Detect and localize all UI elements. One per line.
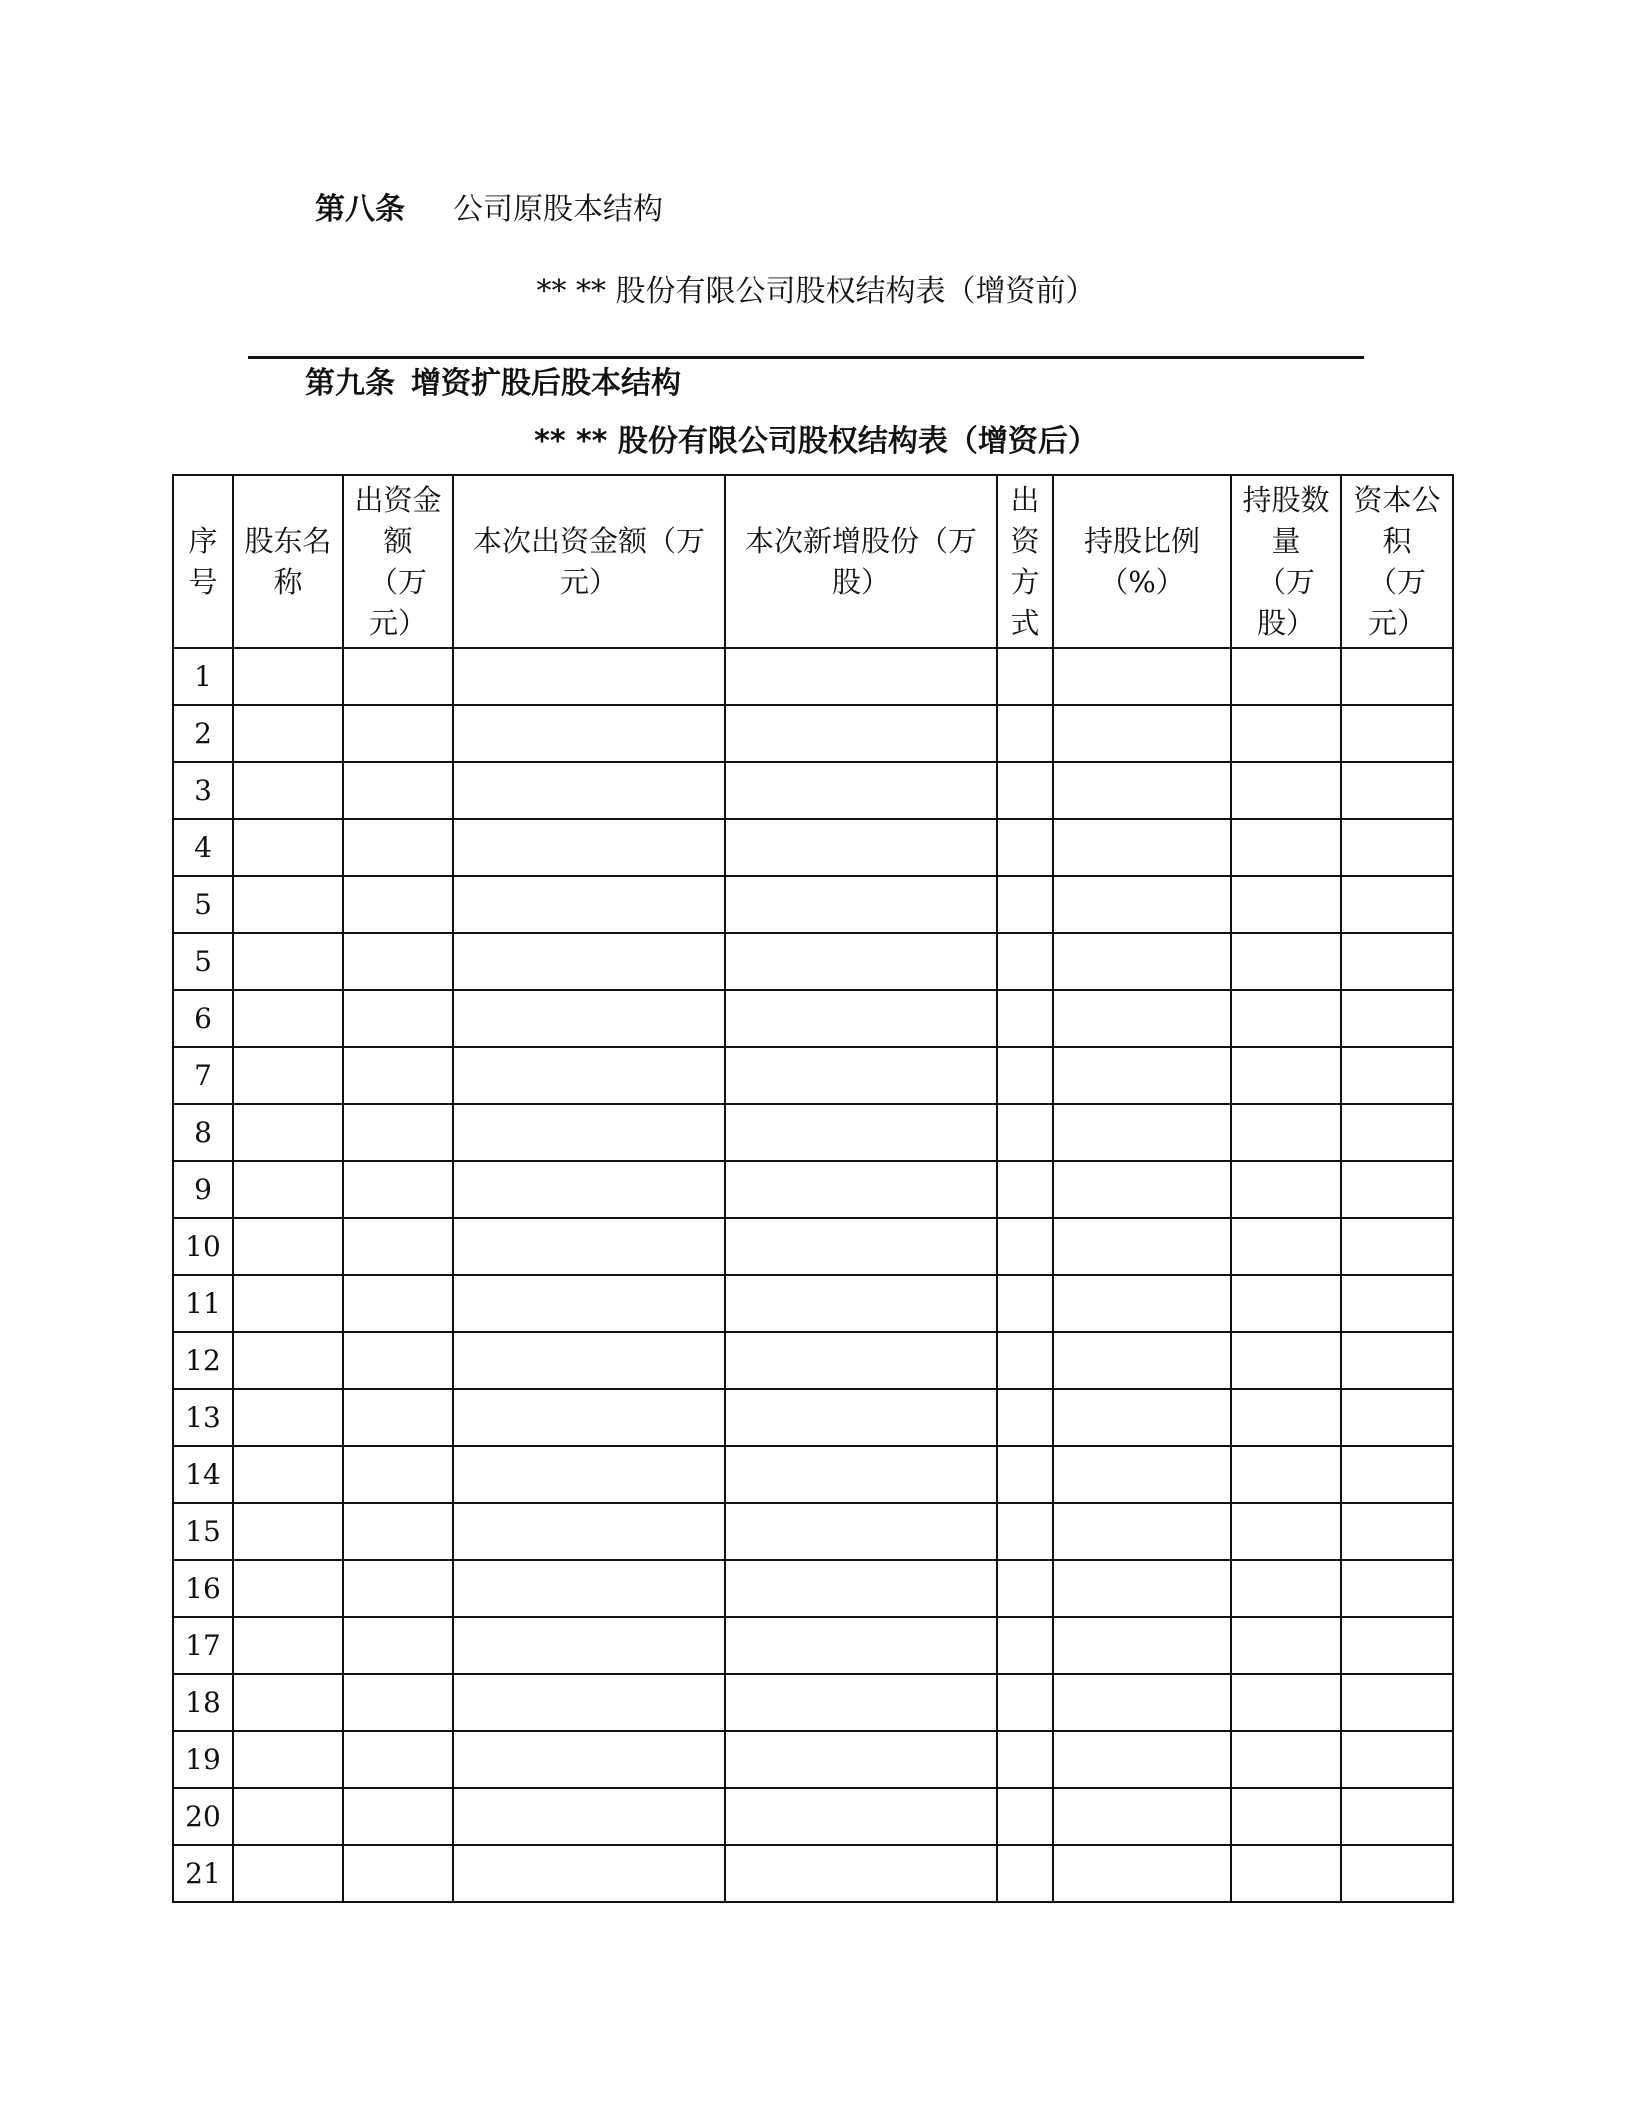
- table-cell: [343, 1788, 453, 1845]
- table-cell: [233, 1161, 343, 1218]
- article-9-title: 增资扩股后股本结构: [411, 366, 681, 401]
- table-row: [173, 648, 1453, 705]
- table-body: [173, 648, 1453, 1902]
- table-cell: [725, 1161, 997, 1218]
- table-cell: [1341, 1788, 1453, 1845]
- table-cell: [233, 1446, 343, 1503]
- row-number-cell: 21: [173, 1845, 233, 1902]
- article-8-heading: [315, 190, 663, 230]
- table-cell: [1053, 1560, 1231, 1617]
- table-cell: [343, 1674, 453, 1731]
- row-number-cell: 10: [173, 1218, 233, 1275]
- table-cell: [343, 1503, 453, 1560]
- table-cell: [453, 1788, 725, 1845]
- table-cell: [1231, 1389, 1341, 1446]
- table-cell: [343, 1275, 453, 1332]
- table-cell: [1053, 648, 1231, 705]
- table-cell: [997, 762, 1053, 819]
- table-cell: [343, 1617, 453, 1674]
- table-cell: [233, 1560, 343, 1617]
- article-8-title: 公司原股本结构: [453, 192, 663, 227]
- article-9-number: 第九条: [305, 366, 395, 401]
- table-cell: [725, 876, 997, 933]
- table-cell: [343, 705, 453, 762]
- table-cell: [343, 876, 453, 933]
- table-cell: [233, 1275, 343, 1332]
- table-cell: [1053, 1161, 1231, 1218]
- col-shareholder-name-header: 股东名 称: [233, 475, 343, 648]
- row-number-cell: 20: [173, 1788, 233, 1845]
- table-cell: [1053, 1617, 1231, 1674]
- table-cell: [997, 876, 1053, 933]
- table-cell: [343, 1845, 453, 1902]
- row-number-cell: 17: [173, 1617, 233, 1674]
- col-shareholding-ratio-header: 持股比例 （%）: [1053, 475, 1231, 648]
- table-cell: [997, 1104, 1053, 1161]
- table-cell: [1053, 1845, 1231, 1902]
- table-cell: [725, 1731, 997, 1788]
- equity-structure-table-wrapper: [172, 474, 1454, 1903]
- table-cell: [233, 876, 343, 933]
- article-9-heading: [305, 364, 681, 404]
- table-row: [173, 1674, 1453, 1731]
- table-cell: [1341, 1560, 1453, 1617]
- row-number-cell: 5: [173, 933, 233, 990]
- table-cell: [1053, 1674, 1231, 1731]
- table-cell: [233, 933, 343, 990]
- table-cell: [1341, 1731, 1453, 1788]
- table-cell: [233, 1788, 343, 1845]
- table-cell: [233, 1104, 343, 1161]
- table-cell: [233, 819, 343, 876]
- table-row: [173, 1218, 1453, 1275]
- row-number-cell: 3: [173, 762, 233, 819]
- col-seq-header: 序 号: [173, 475, 233, 648]
- table-cell: [1341, 876, 1453, 933]
- table-row: [173, 1446, 1453, 1503]
- table-cell: [1053, 1104, 1231, 1161]
- table-cell: [343, 819, 453, 876]
- table-cell: [1231, 819, 1341, 876]
- table-cell: [1341, 1161, 1453, 1218]
- table-cell: [1341, 1446, 1453, 1503]
- table-cell: [725, 1332, 997, 1389]
- table-cell: [233, 1845, 343, 1902]
- table-cell: [1231, 648, 1341, 705]
- row-number-cell: 5: [173, 876, 233, 933]
- table-header-row: [173, 475, 1453, 648]
- table-row: [173, 876, 1453, 933]
- table-row: [173, 1332, 1453, 1389]
- table-cell: [343, 1446, 453, 1503]
- table-cell: [1053, 1389, 1231, 1446]
- table-row: [173, 1503, 1453, 1560]
- table-cell: [453, 876, 725, 933]
- table-cell: [1231, 1047, 1341, 1104]
- table-cell: [1053, 819, 1231, 876]
- article-8-number: 第八条: [315, 192, 405, 227]
- table-cell: [453, 1617, 725, 1674]
- horizontal-rule: [248, 356, 1364, 359]
- table-cell: [997, 1674, 1053, 1731]
- table-cell: [1053, 1332, 1231, 1389]
- table-cell: [997, 1332, 1053, 1389]
- table-row: [173, 705, 1453, 762]
- table-cell: [1341, 1218, 1453, 1275]
- table-cell: [725, 990, 997, 1047]
- table-cell: [1053, 1047, 1231, 1104]
- table-row: [173, 762, 1453, 819]
- row-number-cell: 11: [173, 1275, 233, 1332]
- table-cell: [1231, 1560, 1341, 1617]
- table-cell: [233, 1332, 343, 1389]
- table-cell: [1231, 705, 1341, 762]
- table-cell: [725, 1617, 997, 1674]
- table-cell: [997, 1446, 1053, 1503]
- table-row: [173, 1161, 1453, 1218]
- table-cell: [1231, 1446, 1341, 1503]
- table-cell: [725, 1275, 997, 1332]
- table-row: [173, 1560, 1453, 1617]
- table-cell: [343, 648, 453, 705]
- table-cell: [453, 1104, 725, 1161]
- table-cell: [453, 1446, 725, 1503]
- table-cell: [1053, 1218, 1231, 1275]
- table-cell: [1231, 1275, 1341, 1332]
- table-cell: [1053, 876, 1231, 933]
- table-cell: [343, 1389, 453, 1446]
- table-after-title: ** ** 股份有限公司股权结构表（增资后）: [534, 424, 1098, 459]
- table-cell: [725, 1446, 997, 1503]
- row-number-cell: 8: [173, 1104, 233, 1161]
- row-number-cell: 13: [173, 1389, 233, 1446]
- table-cell: [343, 1560, 453, 1617]
- table-cell: [343, 933, 453, 990]
- table-cell: [233, 1731, 343, 1788]
- equity-structure-table: [172, 474, 1454, 1903]
- table-cell: [453, 819, 725, 876]
- table-cell: [343, 1332, 453, 1389]
- table-cell: [453, 1503, 725, 1560]
- table-cell: [1231, 1674, 1341, 1731]
- row-number-cell: 9: [173, 1161, 233, 1218]
- table-cell: [343, 1218, 453, 1275]
- table-cell: [997, 1275, 1053, 1332]
- table-cell: [1341, 933, 1453, 990]
- table-cell: [725, 933, 997, 990]
- table-cell: [1053, 1731, 1231, 1788]
- table-row: [173, 933, 1453, 990]
- table-cell: [1053, 1788, 1231, 1845]
- table-cell: [725, 1047, 997, 1104]
- table-cell: [1231, 1104, 1341, 1161]
- table-cell: [453, 1275, 725, 1332]
- table-cell: [725, 1104, 997, 1161]
- table-cell: [1341, 1503, 1453, 1560]
- table-cell: [343, 762, 453, 819]
- table-cell: [453, 1674, 725, 1731]
- row-number-cell: 2: [173, 705, 233, 762]
- row-number-cell: 16: [173, 1560, 233, 1617]
- table-cell: [1231, 1218, 1341, 1275]
- table-cell: [1053, 762, 1231, 819]
- table-cell: [233, 1389, 343, 1446]
- table-cell: [453, 1731, 725, 1788]
- table-cell: [343, 1104, 453, 1161]
- table-cell: [997, 1560, 1053, 1617]
- col-current-contribution-header: 本次出资金额（万 元）: [453, 475, 725, 648]
- table-cell: [1341, 819, 1453, 876]
- table-cell: [1341, 1389, 1453, 1446]
- table-cell: [1231, 1503, 1341, 1560]
- table-cell: [1053, 990, 1231, 1047]
- col-capital-amount-header: 出资金 额 （万 元）: [343, 475, 453, 648]
- table-cell: [1231, 933, 1341, 990]
- table-cell: [233, 648, 343, 705]
- table-row: [173, 1845, 1453, 1902]
- table-cell: [233, 762, 343, 819]
- table-cell: [1341, 1332, 1453, 1389]
- col-contribution-method-header: 出 资 方 式: [997, 475, 1053, 648]
- col-new-shares-header: 本次新增股份（万 股）: [725, 475, 997, 648]
- table-cell: [453, 705, 725, 762]
- table-cell: [997, 819, 1053, 876]
- table-cell: [1231, 876, 1341, 933]
- table-row: [173, 1617, 1453, 1674]
- table-cell: [1341, 1617, 1453, 1674]
- table-cell: [343, 1731, 453, 1788]
- table-cell: [725, 1503, 997, 1560]
- table-cell: [1341, 1674, 1453, 1731]
- table-cell: [1053, 1446, 1231, 1503]
- table-cell: [343, 990, 453, 1047]
- table-cell: [1053, 1275, 1231, 1332]
- col-share-quantity-header: 持股数 量 （万 股）: [1231, 475, 1341, 648]
- table-cell: [1231, 1788, 1341, 1845]
- table-cell: [1231, 990, 1341, 1047]
- table-cell: [233, 1617, 343, 1674]
- table-cell: [725, 648, 997, 705]
- table-cell: [1341, 1047, 1453, 1104]
- table-cell: [1231, 1161, 1341, 1218]
- table-cell: [453, 1047, 725, 1104]
- table-cell: [725, 1788, 997, 1845]
- table-cell: [233, 1503, 343, 1560]
- table-cell: [343, 1047, 453, 1104]
- table-cell: [453, 648, 725, 705]
- table-cell: [1231, 1617, 1341, 1674]
- row-number-cell: 7: [173, 1047, 233, 1104]
- table-row: [173, 1731, 1453, 1788]
- table-cell: [997, 1845, 1053, 1902]
- table-cell: [725, 1845, 997, 1902]
- table-cell: [725, 762, 997, 819]
- table-cell: [233, 705, 343, 762]
- row-number-cell: 18: [173, 1674, 233, 1731]
- table-cell: [725, 1389, 997, 1446]
- row-number-cell: 12: [173, 1332, 233, 1389]
- table-cell: [233, 990, 343, 1047]
- table-cell: [997, 1218, 1053, 1275]
- table-cell: [997, 1389, 1053, 1446]
- table-row: [173, 1047, 1453, 1104]
- table-cell: [1341, 1275, 1453, 1332]
- table-cell: [1231, 1731, 1341, 1788]
- table-cell: [997, 990, 1053, 1047]
- table-cell: [1231, 1845, 1341, 1902]
- table-cell: [453, 990, 725, 1047]
- row-number-cell: 19: [173, 1731, 233, 1788]
- table-cell: [997, 1617, 1053, 1674]
- row-number-cell: 14: [173, 1446, 233, 1503]
- table-row: [173, 1275, 1453, 1332]
- table-cell: [1231, 762, 1341, 819]
- table-cell: [725, 819, 997, 876]
- table-row: [173, 1788, 1453, 1845]
- table-cell: [997, 1047, 1053, 1104]
- table-cell: [997, 705, 1053, 762]
- table-cell: [1341, 762, 1453, 819]
- table-row: [173, 1104, 1453, 1161]
- table-row: [173, 819, 1453, 876]
- row-number-cell: 6: [173, 990, 233, 1047]
- table-cell: [725, 705, 997, 762]
- table-cell: [343, 1161, 453, 1218]
- table-row: [173, 1389, 1453, 1446]
- table-cell: [453, 1389, 725, 1446]
- table-row: [173, 990, 1453, 1047]
- table-cell: [1341, 705, 1453, 762]
- col-capital-reserve-header: 资本公 积 （万 元）: [1341, 475, 1453, 648]
- table-cell: [997, 648, 1053, 705]
- row-number-cell: 1: [173, 648, 233, 705]
- table-cell: [997, 1161, 1053, 1218]
- table-cell: [453, 933, 725, 990]
- table-cell: [725, 1218, 997, 1275]
- table-cell: [233, 1047, 343, 1104]
- table-cell: [453, 762, 725, 819]
- table-cell: [997, 1788, 1053, 1845]
- row-number-cell: 15: [173, 1503, 233, 1560]
- row-number-cell: 4: [173, 819, 233, 876]
- table-cell: [997, 1503, 1053, 1560]
- table-before-title: ** ** 股份有限公司股权结构表（增资前）: [536, 274, 1096, 309]
- table-cell: [1053, 933, 1231, 990]
- table-cell: [725, 1560, 997, 1617]
- table-cell: [1341, 1845, 1453, 1902]
- table-cell: [1053, 1503, 1231, 1560]
- table-cell: [997, 1731, 1053, 1788]
- table-cell: [1341, 1104, 1453, 1161]
- table-cell: [725, 1674, 997, 1731]
- table-cell: [997, 933, 1053, 990]
- table-cell: [1341, 990, 1453, 1047]
- table-cell: [233, 1218, 343, 1275]
- table-cell: [453, 1845, 725, 1902]
- table-cell: [1341, 648, 1453, 705]
- table-cell: [233, 1674, 343, 1731]
- table-cell: [1053, 705, 1231, 762]
- table-cell: [453, 1332, 725, 1389]
- table-cell: [453, 1560, 725, 1617]
- table-cell: [453, 1161, 725, 1218]
- table-cell: [1231, 1332, 1341, 1389]
- table-cell: [453, 1218, 725, 1275]
